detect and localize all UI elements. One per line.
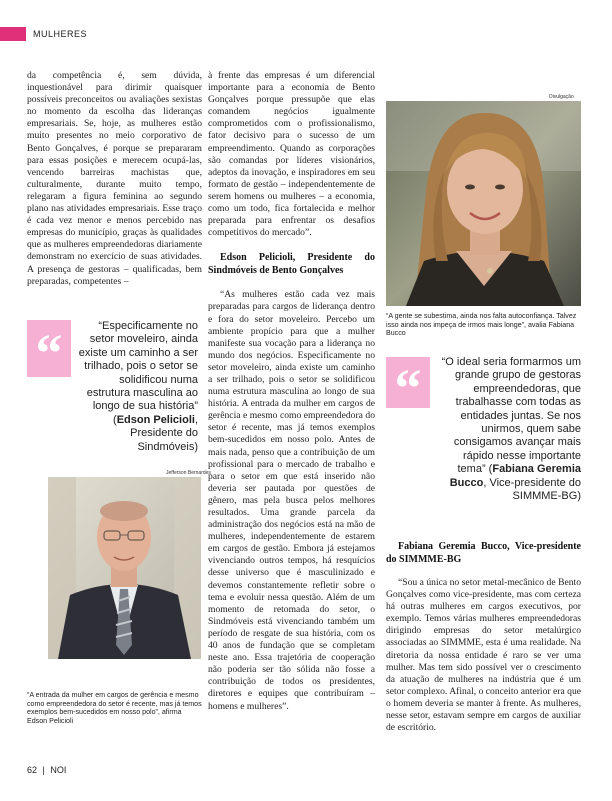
quote-mark-icon (386, 357, 430, 418)
section-heading: Edson Pelicioli, Presidente do Sindmóveis de Bento Gonçalves (208, 252, 375, 276)
section-label: MULHERES (33, 29, 88, 39)
footer-separator: | (42, 765, 45, 775)
pull-quote-name: Edson Pelicioli (116, 413, 195, 426)
article-column-1 (27, 70, 202, 288)
pull-quote-text: “Especificamente no setor moveleiro, ainda existe um caminho a ser trilhado, pois o setor se solidificou numa estrutura masculina ao longo de sua história” ( (78, 320, 198, 426)
photo-credit: Jefferson Bernardes (166, 470, 211, 476)
woman-portrait-photo (386, 101, 581, 306)
body-paragraph: à frente das empresas é um diferencial importante para a economia de Bento Gonçalves porque pressupõe que elas comandem negócios igualmente comprometidos com o profissionalismo, fator decisivo para o sucesso de um empreendimento. Quando as corporações são comandas por líderes visionários, adeptos da inovação, e inspiradores em seu formato de gestão – independentemente de serem homens ou mulheres – a economia, como um todo, fica fortalecida e melhor preparada para enfrentar os desafios competitivos do mercado”. (208, 70, 375, 239)
body-paragraph: “Sou a única no setor metal-mecânico de Bento Gonçalves como vice-presidente, mas com certeza há outras mulheres em cargos executivos, por exemplo. Temos várias mulheres empreendedoras dirigindo empresas do setor metalúrgico associadas ao SIMMME, esta é uma realidade. Na diretoria da nossa entidade é raro se ver uma mulher. Mas tem sido possível ver o crescimento da atuação de mulheres na indústria que é um setor complexo. Afinal, o conceito anterior era que o homem deveria se manter à frente. As mulheres, nesse setor, estavam sempre em cargos de auxiliar de escritório. (386, 577, 581, 734)
pull-quote-text: “O ideal seria formarmos um grande grupo de gestoras empreendedoras, que trabalhasse com todas as entidades juntas. Se nos unirmos, quem sabe consigamos avançar mais rápido nesse importante tema” ( (441, 356, 581, 476)
body-paragraph: da competência é, sem dúvida, inquestionável para dirimir quaisquer possíveis preconceitos ou avaliações sexistas no momento da escolha das lideranças empresariais. Se, hoje, as mulheres estão muito presentes no meio corporativo de Bento Gonçalves, é porque se prepararam para essas posições e merecem ocupá-las, vencendo barreiras machistas que, culturalmente, durante muito tempo, relegaram a figura feminina ao segundo plano nas atividades empresariais. Esse traço é cada vez menor e menos percebido nas empresas do município, graças às qualidades que as mulheres empreendedoras diariamente demonstram no exercício de suas atividades. A presença de gestoras – qualificadas, bem preparadas, competentes – (27, 70, 202, 287)
photo-fabiana-bucco (386, 101, 581, 306)
pull-quote-name: Fabiana Geremia Bucco (449, 463, 581, 489)
pull-quote (76, 320, 198, 454)
photo-edson-pelicioli (48, 477, 201, 659)
man-portrait-photo (48, 477, 201, 659)
quote-mark-icon (27, 320, 71, 383)
page-footer (27, 765, 66, 775)
body-paragraph: “As mulheres estão cada vez mais preparadas para cargos de liderança dentro e fora do setor moveleiro. Percebo um ambiente propício para que a mulher manifeste sua vocação para a liderança no mundo dos negócios. Especificamente no setor moveleiro, ainda existe um caminho a ser trilhado, pois o setor se solidificou numa estrutura masculina ao longo de sua história. A entrada da mulher em cargos de gerência e mesmo como empreendedora do setor é recente, mas já temos exemplos bem-sucedidos em nosso polo. Antes de mais nada, penso que a contribuição de um profissional para o mercado de trabalho e para o setor em que está inserido não deveria ser pautada por questões de gênero, mas pela busca pelos melhores resultados. Uma grande parcela da administração dos negócios está na mão de mulheres, independentemente de estarem em cargos de gestão. Embora já estejamos vivenciando outros tempos, há resquícios desse universo que é masculinizado e devemos constantemente refletir sobre o tema e evoluir nessa questão. Além de um momento de retomada do setor, o Sindmóveis está vivenciando também um período de resgate de sua história, com os 40 anos de fundação que se completam neste ano. Essa trajetória de cooperação não poderia ser tão sólida não fosse a contribuição de todos os presidentes, diretores e equipes que contribuíram – homens e mulheres”. (208, 289, 375, 712)
pull-quote-role: , Vice-presidente do SIMMME-BG) (483, 476, 581, 503)
photo-caption: “A entrada da mulher em cargos de gerência e mesmo como empreendedora do setor é recente, mas já temos exemplos bem-sucedidos em nosso polo”, afirma Edson Pelicioli (27, 691, 202, 726)
quote-mark: “ (394, 358, 422, 418)
article-column-2 (208, 70, 375, 713)
photo-caption: “A gente se subestima, ainda nos falta autoconfiança. Talvez isso ainda nos impeça de irmos mais longe”, avalia Fabiana Bucco (386, 312, 577, 338)
section-heading: Fabiana Geremia Bucco, Vice-presidente do SIMMME-BG (386, 541, 581, 565)
article-column-3 (386, 541, 581, 734)
magazine-name: NOI (50, 765, 67, 775)
quote-mark: “ (35, 323, 63, 383)
pull-quote (436, 356, 581, 503)
pull-quote-role: , Presidente do Sindmóveis) (130, 413, 198, 453)
photo-credit: Divulgação (549, 94, 574, 100)
page-number: 62 (27, 765, 38, 775)
section-color-bar (0, 27, 26, 41)
